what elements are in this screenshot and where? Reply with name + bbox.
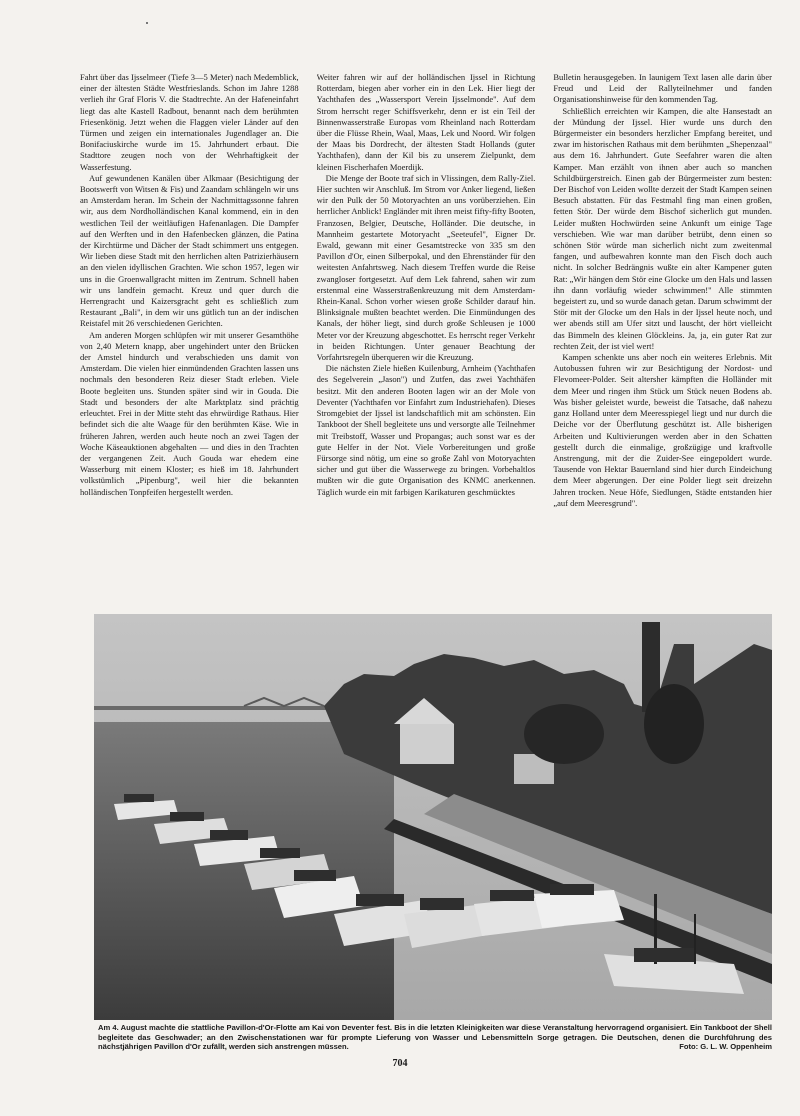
photo-caption xyxy=(98,1023,772,1052)
bridge xyxy=(94,706,354,710)
harbor-photo xyxy=(94,614,772,1020)
article-body xyxy=(80,72,772,612)
paragraph: Schließlich erreichten wir Kampen, die alte Hansestadt an der Mündung der Ijssel. Hier wurde uns durch den Bürgermeister ein besonders herzlicher Empfang bereitet, und zwar im historischen Rathaus mit dem berühmten „Shepenzaal" aus dem 16. Jahrhundert. Gute Seefahrer waren die alten Kamper. Man erzählt von ihnen aber auch so manchen Schildbürgerstreich. Einen gab der Bürgermeister zum besten: Der Bischof von Leiden wollte derzeit der Stadt Kampen seinen Besuch abstatten. Für das Festmahl fing man einen großen, fetten Stör. Der würde dem Bischof sicherlich gut munden. Leider mußten Hochwürden seine Ankunft um einige Tage verschieben. Wie war man darüber betrübt, denn einen so schönen Stör würde man sicherlich nicht zum zweitenmal fangen, und aufbewahren konnte man den Fisch doch auch nicht. In solcher Bedrängnis wußte ein alter Kampener guten Rat: „Wir hängen dem Stör eine Glocke um den Hals und lassen ihn dann vorläufig wieder schwimmen!" Alle stimmten begeistert zu, und so wurde danach getan. Darum schwimmt der Stör mit der Glocke um den Hals in der Ijssel heute noch, und wer abends still am Ufer sitzt und lauscht, der hört vielleicht das Bimmeln des kleinen Glöckleins. Ja, ja, ein guter Rat zur rechten Zeit, der ist viel wert! xyxy=(553,105,773,351)
tree xyxy=(644,684,704,764)
paragraph: Bulletin herausgegeben. In launigem Text lasen alle darin über Freud und Leid der Rallyteilnehmer und fanden Organisationshinweise für den kommenden Tag. xyxy=(553,72,773,105)
paragraph: Am anderen Morgen schlüpfen wir mit unserer Gesamthöhe von 2,40 Metern knapp, aber ungehindert unter den Brücken der Amstel hindurch und verabschieden uns damit von Amsterdam. Die vielen hier einmündenden Grachten lassen uns nochmals den besonderen Reiz dieser Stadt erleben. Viele Boote begleiten uns. Stunden später sind wir in Gouda. Die Stadt und besonders der alte Marktplatz sind prächtig erleuchtet. Frei in der Mitte steht das ehrwürdige Rathaus. Hier befindet sich die alte Waage für den berühmten Käse. Wie in früheren Jahren, werden auch heute noch an zwei Tagen der Woche Käseauktionen abgehalten — und dies in den Trachten der vergangenen Zeit. Auch Gouda war ehedem eine Wasserburg mit einem Kloster; es hieß im 18. Jahrhundert volkstümlich „Pipenburg", weil hier die bekannten holländischen Tonpfeifen hergestellt werden. xyxy=(80,329,299,497)
photo-credit: Foto: G. L. W. Oppenheim xyxy=(679,1042,772,1052)
paragraph: Auf gewundenen Kanälen über Alkmaar (Besichtigung der Bootswerft von Witsen & Fis) und Zaandam schlängeln wir uns an Amsterdam heran. Im Schein der Nachmittagssonne fahren wir, aus dem Nordholländischen Kanal kommend, ein in den westlichen Teil der weitläufigen Hafenanlagen. Die Dampfer auf den Werften und in den Hafenbecken glänzen, die Patina der Kirchtürme und Dächer der Stadt schimmert uns entgegen. Wir lieben diese Stadt mit den herrlichen alten Patrizierhäusern an den vielen idyllischen Grachten. Wie schon 1957, legen wir uns in die Groenwallgracht mitten im Zentrum. Schnell haben wir uns landfein gemacht. Kreuz und quer durch die Herrengracht und Kaizersgracht geht es schließlich zum Restaurant „Bali", in dem wir uns gütlich tun an der indischen Reistafel mit 26 verschiedenen Gerichten. xyxy=(80,172,299,329)
tree xyxy=(524,704,604,764)
column-1 xyxy=(80,72,299,612)
caption-text: Am 4. August machte die stattliche Pavillon-d'Or-Flotte am Kai von Deventer fest. Bis in die letzten Kleinigkeiten war diese Veranstaltung hervorragend organisiert. Ein Tankboot der Shell begleitete das Geschwader; an den Zwischenstationen war für prompte Lieferung von Wasser und Lebensmitteln Sorge getragen. Die Deutschen, denen die Durchführung des nächstjährigen Pavillon d'Or zufällt, werden sich anstrengen müssen. xyxy=(98,1023,772,1052)
harbor-illustration xyxy=(94,614,772,1020)
page-speck xyxy=(146,22,148,24)
paragraph: Weiter fahren wir auf der holländischen Ijssel in Richtung Rotterdam, biegen aber vorher ein in den Lek. Hier liegt der Yachthafen des „Wassersport Verein Ijsselmonde". Auf dem Strom herrscht reger Schiffsverkehr, denn er ist ein Teil der Binnenwasserstraße Europas vom Rheinland nach Rotterdam über die Flüsse Rhein, Waal, Maas, Lek und Noord. Wir folgen der Maas bis Dordrecht, der ältesten Stadt Hollands (guter Yachthafen), dann der Kil bis zu unserem Zielpunkt, dem kleinen Fischerhafen Moerdijk. xyxy=(316,72,536,172)
paragraph: Die Menge der Boote traf sich in Vlissingen, dem Rally-Ziel. Hier suchten wir Anschluß. Im Strom vor Anker liegend, ließen wir den Pulk der 50 Motoryachten an uns vorüberziehen. Ein herrlicher Anblick! Engländer mit ihren meist fifty-fifty Booten, Franzosen, Belgier, Deutsche, Holländer. Die deutsche, in Mannheim gestartete Motoryacht „Seeteufel", Eigner Dr. Ewald, gewann mit einer Gesamtstrecke von 335 sm den Pavillon d'Or, einen Silberpokal, und den Ehrenständer für den weitesten Anfahrtsweg. Nach diesem Treffen wurde die Reise zwangloser fortgesetzt. Auf dem Lek fahrend, sahen wir zum erstenmal eine Wasserstraßenkreuzung mit dem Amsterdam-Rhein-Kanal. Schon vorher wiesen große Schilder darauf hin. Blinksignale mußten beachtet werden. Die Einmündungen des Kanals, der höher liegt, sind durch große Schleusen je 1000 Meter vor der Kreuzung abgeschottet. Es herrscht reger Verkehr in beiden Richtungen. Unter genauer Beachtung der Vorfahrtsregeln überqueren wir die Kreuzung. xyxy=(316,172,536,363)
paragraph: Fahrt über das Ijsselmeer (Tiefe 3—5 Meter) nach Medemblick, einer der ältesten Städte Westfrieslands. Schon im Jahre 1288 verlieh ihr Graf Floris V. die Stadtrechte. An der Hafeneinfahrt liegt das alte Kastell Radbout, benannt nach dem berühmten Friesenkönig. Jetzt wehen die Flaggen vieler Länder auf den Türmen und zeigen ein internationales Jugendlager an. Die Bonifaciuskirche wurde im 15. Jahrhundert erbaut. Die Stadttore zeugen noch von der Wehrhaftigkeit der Wasserfestung. xyxy=(80,72,299,172)
page-number: 704 xyxy=(392,1058,408,1069)
column-3 xyxy=(553,72,772,612)
paragraph: Die nächsten Ziele hießen Kuilenburg, Arnheim (Yachthafen des Segelverein „Jason") und Zutfen, das zwei Yachthäfen besitzt. Mit den anderen Booten lagen wir an der Mole von Deventer (Yachthafen vor Einfahrt zum Industriehafen). Dieses Stromgebiet der Ijssel ist landschaftlich mit am schönsten. Ein Tankboot der Shell begleitete uns und versorgte alle Teilnehmer mit Treibstoff, Wasser und Propangas; auch sonst war es der gute Helfer in der Not. Viele Vorbereitungen und große Fürsorge sind nötig, um eine so große Zahl von Motoryachten sicher und gut über die Wasserwege zu bringen. Vorbehaltlos mußten wir die gute Organisation des KNMC anerkennen. Täglich wurde ein mit farbigen Karikaturen geschmücktes xyxy=(316,363,536,497)
house-facade xyxy=(400,724,454,764)
column-2 xyxy=(317,72,536,612)
river-water xyxy=(94,722,394,1020)
paragraph: Kampen schenkte uns aber noch ein weiteres Erlebnis. Mit Autobussen fuhren wir zur Besichtigung der Nordost- und Flevomeer-Polder. Seit altersher kämpften die Holländer mit dem Meer und ringen ihm Stück um Stück neuen Bodens ab. Was bisher geleistet wurde, beweist die Tatsache, daß nahezu ganz Holland unter dem Meeresspiegel liegt und nur durch die Deiche vor der Überflutung geschützt ist. Alle bisherigen Arbeiten und Kultivierungen werden aber in den Schatten gestellt durch die einmalige, großzügige und kraftvolle Anstrengung, mit der die Zuider-See eingepoldert wurde. Tausende von Hektar Bauernland sind hier durch Eindeichung dem Meer abgerungen. Der eine Polder liegt seit dreizehn Jahren trocken. Neue Höfe, Siedlungen, Städte entstanden hier „auf dem Meeresgrund". xyxy=(553,352,773,508)
